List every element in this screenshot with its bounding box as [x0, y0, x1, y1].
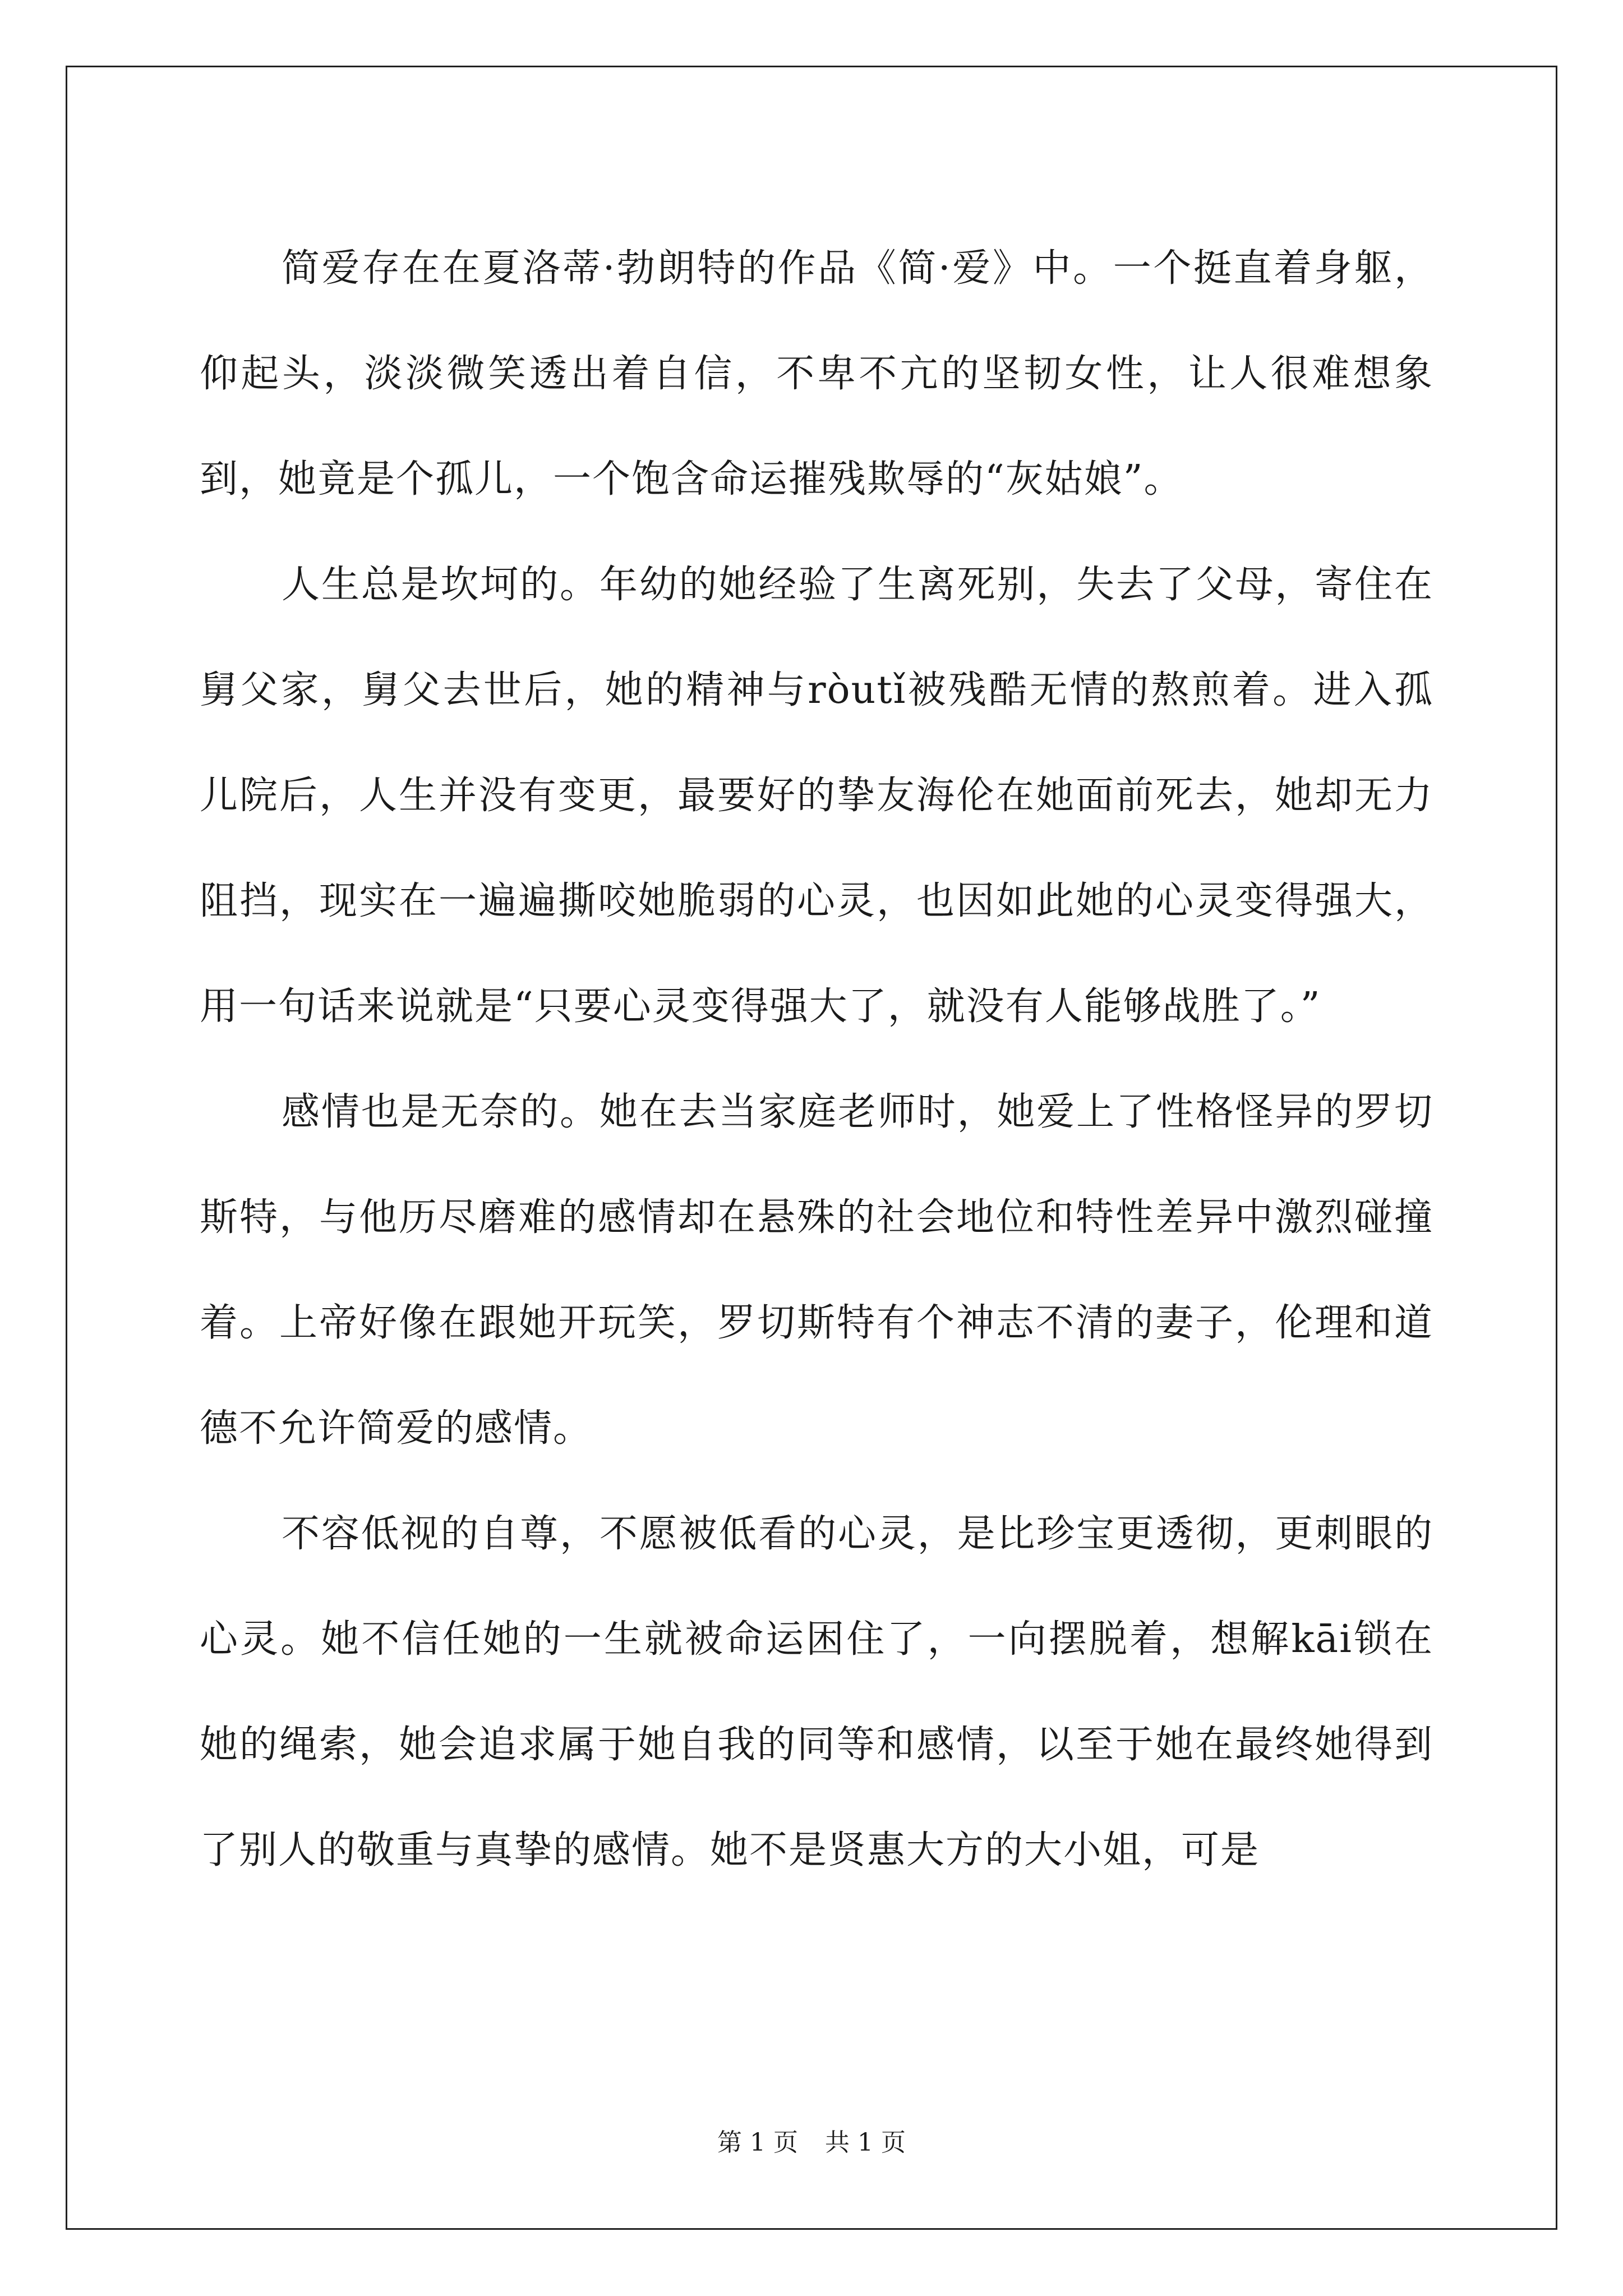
page-number: 第 1 页 — [717, 2128, 798, 2157]
paragraph-1: 简爱存在在夏洛蒂·勃朗特的作品《简·爱》中。一个挺直着身躯，仰起头，淡淡微笑透出着自信，不卑不亢的坚韧女性，让人很难想象到，她竟是个孤儿，一个饱含命运摧残欺辱的“灰姑娘”。 — [200, 246, 1433, 501]
page-total: 共 1 页 — [825, 2128, 906, 2157]
document-body — [200, 216, 1433, 1903]
paragraph-2: 人生总是坎坷的。年幼的她经验了生离死别，失去了父母，寄住在舅父家，舅父去世后，她的精神与ròutǐ被残酷无情的熬煎着。进入孤儿院后，人生并没有变更，最要好的挚友海伦在她面前死去，她却无力阻挡，现实在一遍遍撕咬她脆弱的心灵，也因如此她的心灵变得强大，用一句话来说就是“只要心灵变得强大了，就没有人能够战胜了。” — [200, 563, 1433, 1029]
paragraph-4: 不容低视的自尊，不愿被低看的心灵，是比珍宝更透彻，更刺眼的心灵。她不信任她的一生就被命运困住了，一向摆脱着，想解kāi锁在她的绳索，她会追求属于她自我的同等和感情，以至于她在最终她得到了别人的敬重与真挚的感情。她不是贤惠大方的大小姐，可是 — [200, 1512, 1433, 1872]
paragraph-3: 感情也是无奈的。她在去当家庭老师时，她爱上了性格怪异的罗切斯特，与他历尽磨难的感情却在悬殊的社会地位和特性差异中激烈碰撞着。上帝好像在跟她开玩笑，罗切斯特有个神志不清的妻子，伦理和道德不允许简爱的感情。 — [200, 1090, 1433, 1451]
page-footer — [0, 2126, 1623, 2160]
